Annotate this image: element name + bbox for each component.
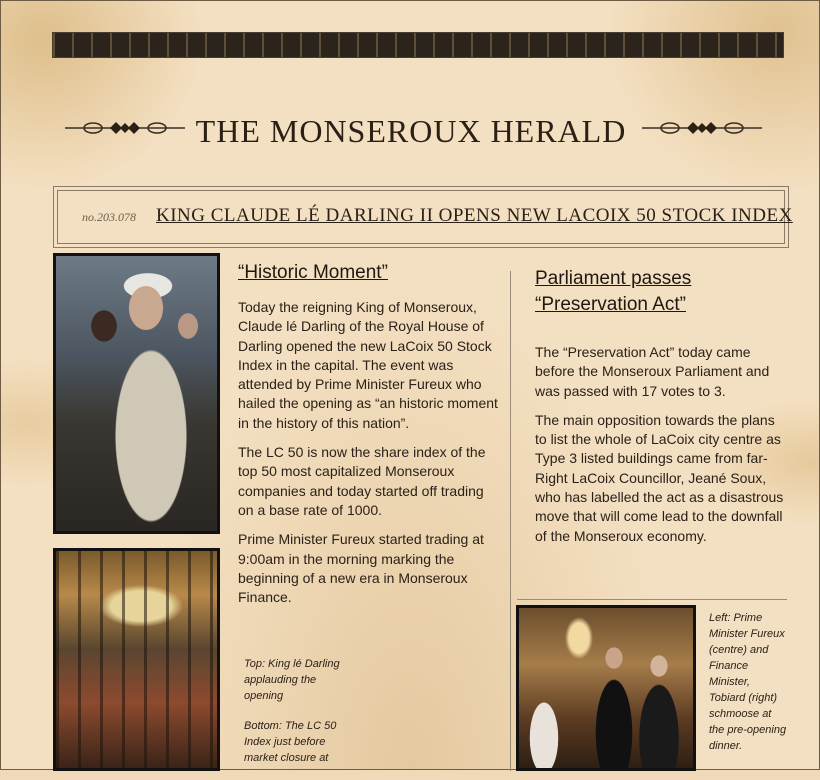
right-column-title: Parliament passes “Preservation Act” (535, 268, 692, 315)
king-applauding-photo (53, 253, 220, 534)
column-divider (510, 271, 511, 771)
caption-top: Top: King lé Darling applauding the opening (244, 658, 340, 702)
right-column-body (535, 343, 785, 556)
left-paragraph-1: Today the reigning King of Monseroux, Claude lé Darling of the Royal House of Darling opened the new LaCoix 50 Stock Index in the capital. The event was attended by Prime Minister Fureux who hailed the opening as “an historic moment in the history of this nation”. (238, 299, 498, 431)
left-column-title: “Historic Moment” (238, 262, 388, 283)
right-paragraph-2: The main opposition towards the plans to list the whole of LaCoix city centre as Type 3 listed buildings came from far-Right LaCoix Councillor, Jeané Soux, who has labelled the act as a disastrous move that will come lead to the downfall of the Monseroux economy. (535, 411, 784, 544)
issue-number: no.203.078 (82, 210, 136, 224)
ornament-right-icon (642, 117, 762, 139)
left-photo-caption (244, 656, 344, 780)
stock-exchange-floor-photo (53, 548, 220, 771)
masthead-title: THE MONSEROUX HERALD (195, 113, 627, 149)
right-paragraph-1: The “Preservation Act” today came before the Monseroux Parliament and was passed with 17 votes to 3. (535, 344, 770, 399)
section-divider (517, 599, 787, 600)
left-column-body (238, 298, 500, 617)
decorative-top-bar (52, 32, 784, 58)
pre-opening-dinner-photo (516, 605, 696, 771)
lead-headline: KING CLAUDE LÉ DARLING II OPENS NEW LACOIX 50 STOCK INDEX (156, 205, 793, 226)
dinner-photo-caption: Left: Prime Minister Fureux (centre) and Finance Minister, Tobiard (right) schmoose at the pre-opening dinner. (709, 612, 787, 752)
left-paragraph-2: The LC 50 is now the share index of the top 50 most capitalized Monseroux companies and today started off trading on a base rate of 1000. (238, 444, 486, 518)
left-paragraph-3: Prime Minister Fureux started trading at 9:00am in the morning marking the beginning of a new era in Monseroux Finance. (238, 531, 484, 606)
caption-bottom: Bottom: The LC 50 Index just before market closure at (244, 720, 337, 764)
